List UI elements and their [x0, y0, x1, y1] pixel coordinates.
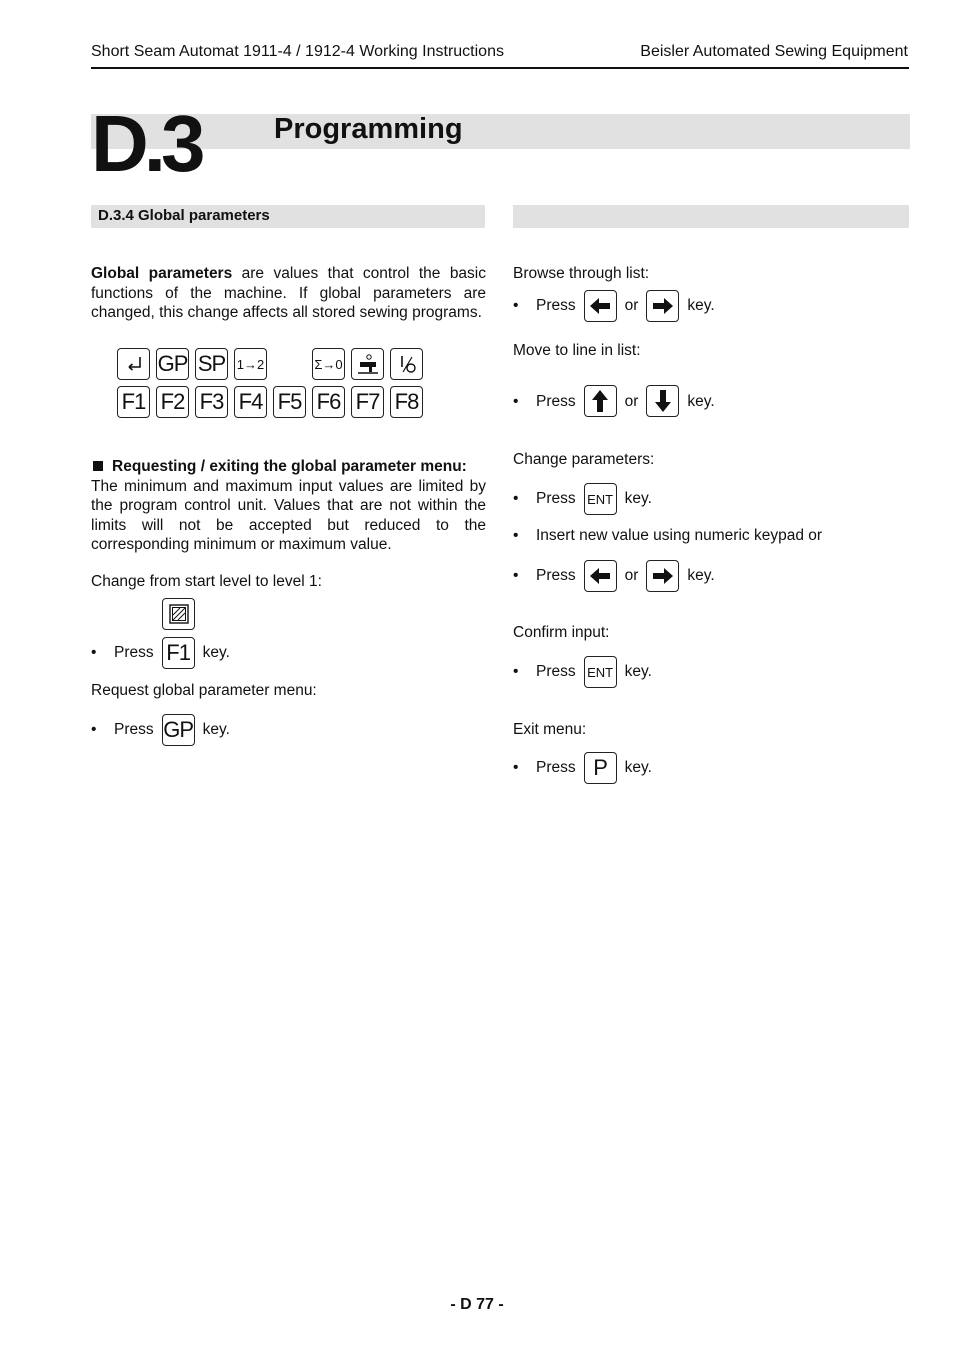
f8-key: F8 [390, 386, 423, 418]
section-title: D.3.4 Global parameters [98, 207, 270, 224]
f1-key-inline: F1 [162, 637, 195, 669]
bullet-dot: • [91, 721, 97, 738]
counter-key: 1→2 [234, 348, 267, 380]
chapter-title: Programming [274, 113, 463, 145]
bullet-dot: • [91, 644, 97, 661]
chapter-band [91, 114, 910, 149]
gp-key-inline: GP [162, 714, 195, 746]
left-arrow-key-icon [584, 560, 617, 592]
move-text: Move to line in list: [513, 342, 641, 359]
request-paragraph [91, 457, 486, 555]
browse-step: • Press or key. [513, 289, 715, 323]
header-left: Short Seam Automat 1911-4 / 1912-4 Working Instructions [91, 43, 504, 60]
right-arrow-key-icon [646, 290, 679, 322]
f7-key: F7 [351, 386, 384, 418]
f3-key: F3 [195, 386, 228, 418]
sewing-machine-icon [351, 348, 384, 380]
press-f1-step: • Press F1 key. [91, 636, 230, 670]
browse-text: Browse through list: [513, 265, 650, 282]
press-gp-step: • Press GP key. [91, 713, 230, 747]
f5-key: F5 [273, 386, 306, 418]
p-key: P [584, 752, 617, 784]
exit-step: • Press P key. [513, 751, 652, 785]
change-level-text: Change from start level to level 1: [91, 573, 322, 590]
ent-key: ENT [584, 656, 617, 688]
ent-key: ENT [584, 483, 617, 515]
f6-key: F6 [312, 386, 345, 418]
right-arrow-key-icon [646, 560, 679, 592]
power-key-icon [390, 348, 423, 380]
header-rule [91, 67, 909, 69]
sp-key: SP [195, 348, 228, 380]
keypad-top-row [117, 348, 429, 380]
confirm-step: • Press ENT key. [513, 655, 652, 689]
intro-paragraph [91, 264, 486, 323]
change-params-text: Change parameters: [513, 451, 655, 468]
gp-key: GP [156, 348, 189, 380]
section-band-right [513, 205, 909, 228]
intro-rest: are values that control the basic functions of the machine. If global parameters are changed, this change affects all stored sewing programs. [91, 265, 487, 322]
request-body: The minimum and maximum input values are limited by the program control unit. Values that are not within the limits will not be accepted but reduced to the corresponding minimum or maximum value. [91, 477, 486, 554]
request-heading: Requesting / exiting the global parameter menu: [91, 458, 467, 475]
arrow-step: • Press or key. [513, 559, 715, 593]
left-arrow-key-icon [584, 290, 617, 322]
f2-key: F2 [156, 386, 189, 418]
keypad-diagram [117, 348, 429, 418]
f4-key: F4 [234, 386, 267, 418]
insert-step: • Insert new value using numeric keypad or [513, 527, 823, 544]
page-number: - D 77 - [450, 1296, 504, 1313]
change-step: • Press ENT key. [513, 482, 652, 516]
header-right: Beisler Automated Sewing Equipment [640, 43, 908, 60]
request-menu-text: Request global parameter menu: [91, 682, 317, 699]
keypad-bottom-row [117, 386, 429, 418]
level-key-icon [162, 598, 195, 630]
down-arrow-key-icon [646, 385, 679, 417]
exit-text: Exit menu: [513, 721, 587, 738]
confirm-text: Confirm input: [513, 624, 610, 641]
keypad-gap [273, 348, 312, 380]
move-step: • Press or key. [513, 385, 715, 419]
up-arrow-key-icon [584, 385, 617, 417]
reset-counter-key: Σ→0 [312, 348, 345, 380]
f1-key: F1 [117, 386, 150, 418]
square-bullet-icon [93, 461, 103, 471]
intro-bold: Global parameters [91, 265, 233, 282]
chapter-number: D.3 [91, 99, 201, 188]
return-key-icon [117, 348, 150, 380]
